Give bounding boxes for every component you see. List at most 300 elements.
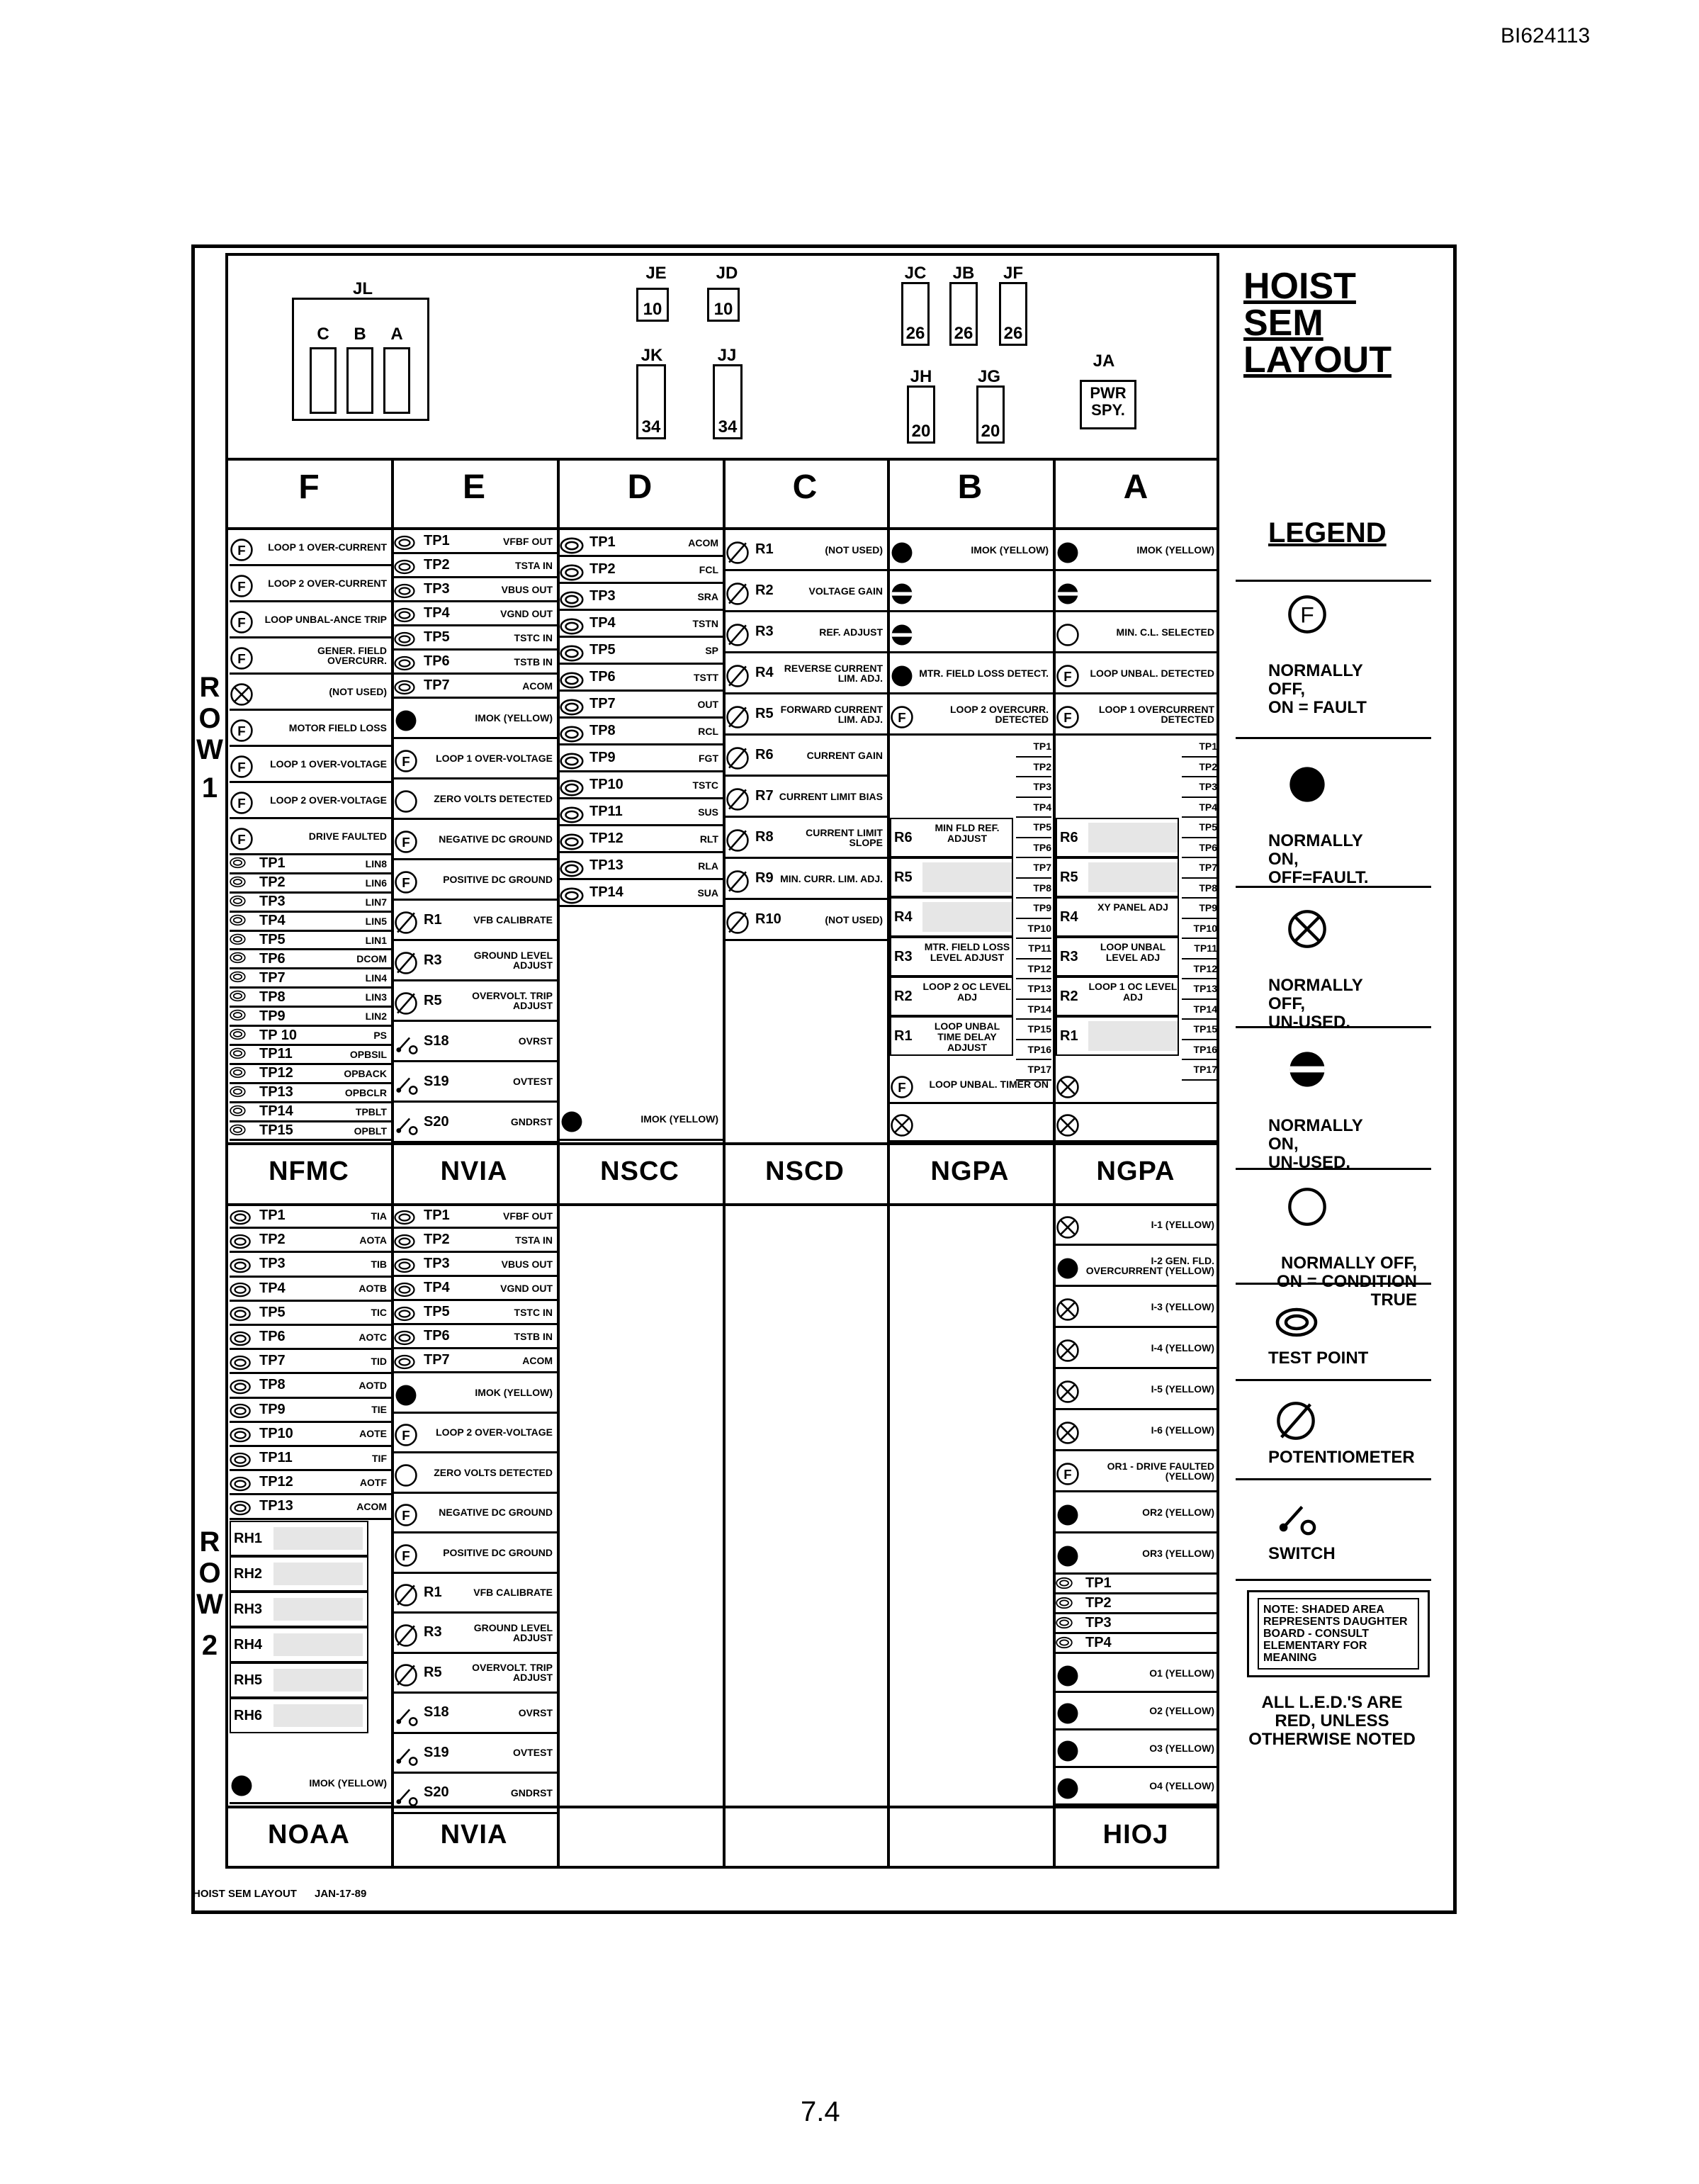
led-row[interactable] (1056, 1533, 1219, 1575)
led-row[interactable] (1056, 1655, 1219, 1693)
component-description: IMOK (YELLOW) (1136, 544, 1214, 556)
test-point-icon (230, 1064, 258, 1083)
test-point-row[interactable] (230, 1399, 391, 1423)
led-row[interactable] (1056, 1287, 1219, 1328)
component-description: (NOT USED) (825, 544, 883, 556)
potentiometer-row[interactable] (726, 736, 887, 777)
component-id: TP9 (259, 1008, 286, 1024)
component-row[interactable] (394, 820, 557, 860)
a-test-point[interactable]: TP13 (1182, 979, 1217, 1000)
connector-ja[interactable] (1080, 380, 1136, 429)
test-point-icon (560, 641, 588, 660)
svg-text:F: F (402, 753, 410, 769)
test-point-row[interactable] (230, 1350, 391, 1374)
a-test-point[interactable]: TP4 (1182, 798, 1217, 818)
test-point-row[interactable] (230, 989, 391, 1008)
legend-divider (1236, 1478, 1431, 1480)
a-test-point[interactable]: TP1 (1182, 737, 1217, 758)
legend-item-text (1268, 1448, 1424, 1467)
fault-led-icon (890, 1075, 918, 1093)
column-header-f: F (298, 468, 320, 506)
component-description: CURRENT LIMIT BIAS (779, 790, 883, 802)
connector-jl-slot-label: B (354, 325, 366, 344)
a-test-point[interactable]: TP14 (1182, 1000, 1217, 1020)
led-row[interactable] (230, 566, 391, 602)
test-point-row[interactable] (230, 932, 391, 951)
b-test-point[interactable]: TP13 (1016, 979, 1051, 1000)
test-point-row[interactable] (1056, 1575, 1219, 1594)
a-test-point[interactable]: TP16 (1182, 1040, 1217, 1061)
component-row[interactable] (394, 1654, 557, 1694)
b-test-point[interactable]: TP2 (1016, 758, 1051, 778)
test-point-row[interactable] (560, 745, 723, 772)
led-row[interactable] (1056, 653, 1219, 694)
a-test-point[interactable]: TP9 (1182, 899, 1217, 919)
component-row[interactable] (394, 1574, 557, 1614)
switch-icon-legend (1275, 1497, 1316, 1541)
component-id: TP15 (259, 1122, 293, 1139)
test-point-row[interactable] (1056, 1594, 1219, 1614)
component-id: TP14 (589, 884, 623, 900)
resistor-header[interactable] (230, 1556, 368, 1592)
test-point-row[interactable] (230, 874, 391, 894)
component-row[interactable] (394, 901, 557, 941)
title-line-1: HOIST (1243, 266, 1356, 307)
potentiometer-row[interactable] (726, 859, 887, 900)
connector-pin-count: 20 (981, 422, 1000, 441)
unused-led-icon (890, 1113, 918, 1132)
test-point-row[interactable] (230, 1065, 391, 1084)
test-point-row[interactable] (560, 880, 723, 907)
component-description: VGND OUT (500, 1282, 553, 1294)
test-point-row[interactable] (394, 530, 557, 554)
resistor-header[interactable] (230, 1662, 368, 1698)
led-row[interactable] (1056, 1328, 1219, 1369)
test-point-row[interactable] (1056, 1634, 1219, 1654)
resistor-header[interactable] (230, 1592, 368, 1627)
potentiometer-row[interactable] (726, 900, 887, 941)
test-point-row[interactable] (394, 554, 557, 578)
led-row[interactable] (1056, 1369, 1219, 1410)
pot-description: LOOP UNBAL TIME DELAY ADJUST (934, 1020, 1000, 1054)
component-row[interactable] (394, 860, 557, 901)
led-row[interactable] (560, 1098, 723, 1141)
component-row[interactable] (394, 1533, 557, 1574)
led-row[interactable] (1056, 1693, 1219, 1730)
test-point-row[interactable] (394, 1205, 557, 1229)
led-row[interactable] (230, 1763, 391, 1804)
component-id: TP4 (424, 605, 450, 621)
led-row[interactable] (230, 747, 391, 783)
component-id: TP7 (589, 696, 616, 711)
a-potentiometer[interactable] (1056, 1016, 1179, 1056)
component-description: TIA (371, 1210, 387, 1222)
led-on-icon (1056, 1777, 1084, 1795)
led-row[interactable] (1056, 1492, 1219, 1533)
potentiometer-row[interactable] (726, 777, 887, 818)
test-point-icon (394, 1327, 422, 1346)
legend-text-line: NORMALLY (1268, 1116, 1363, 1135)
led-row[interactable] (230, 819, 391, 855)
rh-id: RH2 (234, 1565, 263, 1582)
a-test-point[interactable]: TP17 (1182, 1060, 1217, 1081)
component-row[interactable] (394, 1022, 557, 1062)
test-point-row[interactable] (230, 1326, 391, 1350)
b-potentiometer[interactable] (890, 976, 1013, 1016)
led-row[interactable] (1056, 1451, 1219, 1492)
fault-led-icon (890, 705, 918, 724)
connector-jf[interactable] (999, 282, 1027, 346)
a-potentiometer[interactable] (1056, 976, 1179, 1016)
led-row[interactable] (230, 602, 391, 638)
component-description: ACOM (522, 680, 553, 692)
component-description: OPBSIL (349, 1048, 387, 1060)
led-on-icon (1056, 541, 1084, 559)
test-point-row[interactable] (230, 1084, 391, 1103)
test-point-row[interactable] (560, 853, 723, 880)
component-description: VBUS OUT (501, 583, 553, 595)
resistor-header[interactable] (230, 1521, 368, 1556)
resistor-header[interactable] (230, 1698, 368, 1733)
connector-ja-text: PWR (1090, 384, 1127, 402)
component-id: TP8 (259, 1377, 286, 1393)
component-description: VGND OUT (500, 607, 553, 619)
led-row[interactable] (890, 653, 1053, 694)
b-test-point[interactable]: TP17 (1016, 1060, 1051, 1081)
b-test-point[interactable]: TP1 (1016, 737, 1051, 758)
test-point-row[interactable] (230, 1278, 391, 1302)
component-row[interactable] (394, 1062, 557, 1103)
test-point-row[interactable] (230, 1008, 391, 1027)
test-point-row[interactable] (394, 1325, 557, 1349)
test-point-row[interactable] (394, 1277, 557, 1301)
component-id: TP5 (424, 1304, 450, 1319)
test-point-row[interactable] (230, 1122, 391, 1142)
component-row[interactable] (394, 1453, 557, 1494)
a-test-point[interactable]: TP7 (1182, 858, 1217, 879)
led-row[interactable] (230, 530, 391, 566)
test-point-row[interactable] (230, 1374, 391, 1398)
component-description: TSTN (692, 617, 718, 629)
led-row[interactable] (890, 1104, 1053, 1142)
component-row[interactable] (394, 1414, 557, 1454)
pot-id: R5 (894, 869, 913, 885)
pot-description: MTR. FIELD LOSS LEVEL ADJUST (924, 941, 1010, 964)
led-row[interactable] (230, 783, 391, 819)
test-point-row[interactable] (560, 638, 723, 665)
component-row[interactable] (394, 1614, 557, 1654)
test-point-row[interactable] (394, 1253, 557, 1277)
test-point-row[interactable] (394, 651, 557, 675)
component-description: (NOT USED) (825, 913, 883, 925)
row-2-label (196, 1526, 224, 1620)
test-point-row[interactable] (560, 611, 723, 638)
component-description: ZERO VOLTS DETECTED (434, 793, 553, 804)
test-point-row[interactable] (230, 913, 391, 932)
connector-jh[interactable] (907, 385, 935, 444)
test-point-row[interactable] (230, 1253, 391, 1277)
unused-on-led-icon (890, 623, 918, 641)
component-id: TP4 (1085, 1635, 1112, 1650)
component-id: TP7 (259, 1353, 286, 1369)
test-point-row[interactable] (230, 1471, 391, 1495)
test-point-row[interactable] (230, 1103, 391, 1122)
component-id: TP7 (259, 969, 286, 986)
b-test-point[interactable]: TP4 (1016, 798, 1051, 818)
component-row[interactable] (394, 1373, 557, 1414)
rh-id: RH6 (234, 1707, 263, 1723)
potentiometer-row[interactable] (726, 653, 887, 694)
potentiometer-icon (726, 787, 754, 806)
fault-led-icon (230, 538, 258, 556)
b-test-point[interactable]: TP8 (1016, 879, 1051, 899)
component-description: FGT (699, 752, 718, 764)
b-test-point[interactable]: TP5 (1016, 818, 1051, 838)
legend-item-text (1268, 976, 1424, 1032)
potentiometer-row[interactable] (726, 612, 887, 653)
test-point-icon (230, 1083, 258, 1102)
connector-jk[interactable] (636, 364, 666, 439)
test-point-row[interactable] (230, 855, 391, 874)
legend-text-line: POTENTIOMETER (1268, 1448, 1415, 1467)
unused-led-icon (1056, 1339, 1084, 1357)
led-row[interactable] (1056, 1205, 1219, 1246)
svg-text:F: F (237, 723, 246, 738)
connector-je[interactable] (636, 288, 669, 322)
a-potentiometer[interactable] (1056, 818, 1179, 857)
pot-id: R3 (1060, 948, 1078, 964)
a-potentiometer[interactable] (1056, 897, 1179, 937)
component-id: TP6 (259, 950, 286, 967)
unused-on-led-icon-legend (1287, 1049, 1328, 1093)
component-description: AOTF (359, 1476, 387, 1488)
led-row[interactable] (1056, 571, 1219, 612)
condition-led-icon (394, 789, 422, 808)
connector-jb-label: JB (952, 264, 975, 283)
component-row[interactable] (394, 1774, 557, 1814)
test-point-row[interactable] (394, 578, 557, 602)
legend-text-line: ON, (1268, 850, 1299, 869)
test-point-row[interactable] (394, 1349, 557, 1373)
potentiometer-row[interactable] (726, 571, 887, 612)
connector-jj[interactable] (713, 364, 743, 439)
component-description: GROUND LEVEL ADJUST (473, 950, 553, 971)
component-id: TP2 (259, 1232, 286, 1248)
component-id: TP5 (259, 1304, 286, 1320)
row1-module-name: NSCD (765, 1156, 845, 1186)
test-point-row[interactable] (560, 799, 723, 826)
b-test-point[interactable]: TP11 (1016, 939, 1051, 959)
a-test-point[interactable]: TP8 (1182, 879, 1217, 899)
test-point-row[interactable] (230, 951, 391, 970)
svg-text:F: F (237, 651, 246, 666)
led-row[interactable] (230, 638, 391, 675)
component-description: OVERVOLT. TRIP ADJUST (472, 990, 553, 1011)
led-row[interactable] (890, 571, 1053, 612)
led-row[interactable] (1056, 1246, 1219, 1287)
test-point-row[interactable] (560, 530, 723, 557)
b-test-point[interactable]: TP6 (1016, 838, 1051, 859)
component-description: OVTEST (512, 1076, 553, 1087)
led-row[interactable] (230, 675, 391, 711)
component-description: VOLTAGE GAIN (808, 585, 883, 597)
test-point-row[interactable] (560, 584, 723, 611)
led-row[interactable] (1056, 612, 1219, 653)
component-id: R1 (755, 541, 774, 557)
test-point-row[interactable] (230, 969, 391, 989)
pot-id: R3 (894, 948, 913, 964)
test-point-row[interactable] (230, 1302, 391, 1326)
rh-id: RH5 (234, 1672, 263, 1688)
test-point-row[interactable] (560, 557, 723, 584)
pot-id: R4 (1060, 908, 1078, 925)
component-id: TP3 (589, 588, 616, 604)
connector-jb[interactable] (949, 282, 978, 346)
a-test-point[interactable]: TP10 (1182, 919, 1217, 940)
led-row[interactable] (1056, 1066, 1219, 1104)
b-test-point[interactable]: TP16 (1016, 1040, 1051, 1061)
fault-led-icon (230, 610, 258, 629)
b-potentiometer[interactable] (890, 937, 1013, 976)
component-description: AOTC (359, 1331, 387, 1343)
b-potentiometer[interactable] (890, 897, 1013, 937)
row1-bottom (227, 1142, 1219, 1145)
test-point-row[interactable] (230, 1495, 391, 1519)
led-row[interactable] (1056, 1410, 1219, 1451)
led-row[interactable] (890, 694, 1053, 736)
led-row[interactable] (890, 530, 1053, 571)
connector-jd[interactable] (707, 288, 740, 322)
test-point-row[interactable] (560, 826, 723, 853)
legend-text-line: OFF, (1268, 680, 1305, 699)
test-point-icon (394, 653, 422, 671)
component-row[interactable] (394, 981, 557, 1022)
component-description: OVTEST (512, 1747, 553, 1759)
test-point-row[interactable] (560, 772, 723, 799)
b-potentiometer[interactable] (890, 857, 1013, 897)
a-test-point[interactable]: TP15 (1182, 1020, 1217, 1040)
test-point-icon (230, 969, 258, 987)
component-row[interactable] (394, 699, 557, 739)
fault-led-icon (394, 1423, 422, 1441)
component-row[interactable] (394, 941, 557, 981)
test-point-row[interactable] (560, 665, 723, 692)
test-point-row[interactable] (394, 626, 557, 651)
b-test-point[interactable]: TP15 (1016, 1020, 1051, 1040)
connector-jc[interactable] (901, 282, 930, 346)
test-point-row[interactable] (394, 1301, 557, 1325)
a-potentiometer[interactable] (1056, 937, 1179, 976)
component-id: TP4 (259, 913, 286, 929)
test-point-row[interactable] (560, 692, 723, 719)
footer-date: JAN-17-89 (314, 1888, 367, 1900)
test-point-icon (560, 749, 588, 767)
test-point-icon (560, 722, 588, 741)
component-row[interactable] (394, 1494, 557, 1534)
test-point-row[interactable] (230, 1027, 391, 1046)
component-description: IMOK (YELLOW) (640, 1113, 718, 1125)
component-row[interactable] (394, 1103, 557, 1143)
led-row[interactable] (1056, 694, 1219, 736)
component-id: TP7 (424, 677, 450, 693)
legend-text-line: ON, (1268, 1135, 1299, 1154)
test-point-row[interactable] (394, 602, 557, 626)
b-test-point[interactable]: TP14 (1016, 1000, 1051, 1020)
a-test-point[interactable]: TP5 (1182, 818, 1217, 838)
component-description: AOTB (359, 1283, 387, 1295)
led-row[interactable] (1056, 530, 1219, 571)
a-test-point[interactable]: TP6 (1182, 838, 1217, 859)
led-row[interactable] (1056, 1768, 1219, 1806)
b-test-point[interactable]: TP10 (1016, 919, 1051, 940)
test-point-icon (230, 931, 258, 950)
a-test-point[interactable]: TP11 (1182, 939, 1217, 959)
test-point-row[interactable] (394, 1229, 557, 1253)
led-row[interactable] (890, 612, 1053, 653)
led-row[interactable] (1056, 1104, 1219, 1142)
test-point-row[interactable] (1056, 1614, 1219, 1634)
component-row[interactable] (394, 739, 557, 779)
resistor-header[interactable] (230, 1627, 368, 1662)
a-test-point[interactable]: TP2 (1182, 758, 1217, 778)
test-point-icon (394, 604, 422, 623)
led-row[interactable] (890, 1066, 1053, 1104)
potentiometer-row[interactable] (726, 530, 887, 571)
b-test-point[interactable]: TP7 (1016, 858, 1051, 879)
component-row[interactable] (394, 779, 557, 820)
led-row[interactable] (1056, 1730, 1219, 1768)
pot-description (922, 902, 1012, 932)
potentiometer-row[interactable] (726, 818, 887, 859)
fault-led-icon (394, 870, 422, 889)
component-row[interactable] (394, 1694, 557, 1734)
unused-on-led-icon (890, 582, 918, 600)
component-id: TP11 (259, 1046, 293, 1062)
component-description: I-3 (YELLOW) (1151, 1300, 1214, 1312)
potentiometer-row[interactable] (726, 694, 887, 736)
component-row[interactable] (394, 1734, 557, 1774)
b-test-point[interactable]: TP9 (1016, 899, 1051, 919)
test-point-row[interactable] (230, 894, 391, 913)
row-1-number: 1 (201, 772, 218, 804)
b-potentiometer[interactable] (890, 818, 1013, 857)
test-point-row[interactable] (230, 1229, 391, 1253)
b-test-point[interactable]: TP3 (1016, 777, 1051, 798)
test-point-icon (1056, 1594, 1084, 1613)
b-potentiometer[interactable] (890, 1016, 1013, 1056)
test-point-row[interactable] (230, 1447, 391, 1471)
connector-pin-count: 34 (641, 417, 661, 437)
test-point-row[interactable] (560, 719, 723, 745)
test-point-icon (230, 1449, 258, 1468)
b-test-point[interactable]: TP12 (1016, 959, 1051, 980)
test-point-row[interactable] (230, 1205, 391, 1229)
led-row[interactable] (230, 711, 391, 747)
test-point-row[interactable] (230, 1423, 391, 1447)
component-id: R4 (755, 665, 774, 680)
component-description: GROUND LEVEL ADJUST (473, 1621, 553, 1643)
test-point-row[interactable] (230, 1046, 391, 1065)
component-description: LIN3 (365, 991, 387, 1003)
test-point-row[interactable] (394, 675, 557, 699)
led-on-icon (394, 1383, 422, 1402)
component-description: PS (373, 1030, 387, 1042)
a-test-point[interactable]: TP3 (1182, 777, 1217, 798)
a-test-point[interactable]: TP12 (1182, 959, 1217, 980)
a-potentiometer[interactable] (1056, 857, 1179, 897)
connector-jg[interactable] (976, 385, 1005, 444)
component-id: TP11 (589, 804, 623, 819)
